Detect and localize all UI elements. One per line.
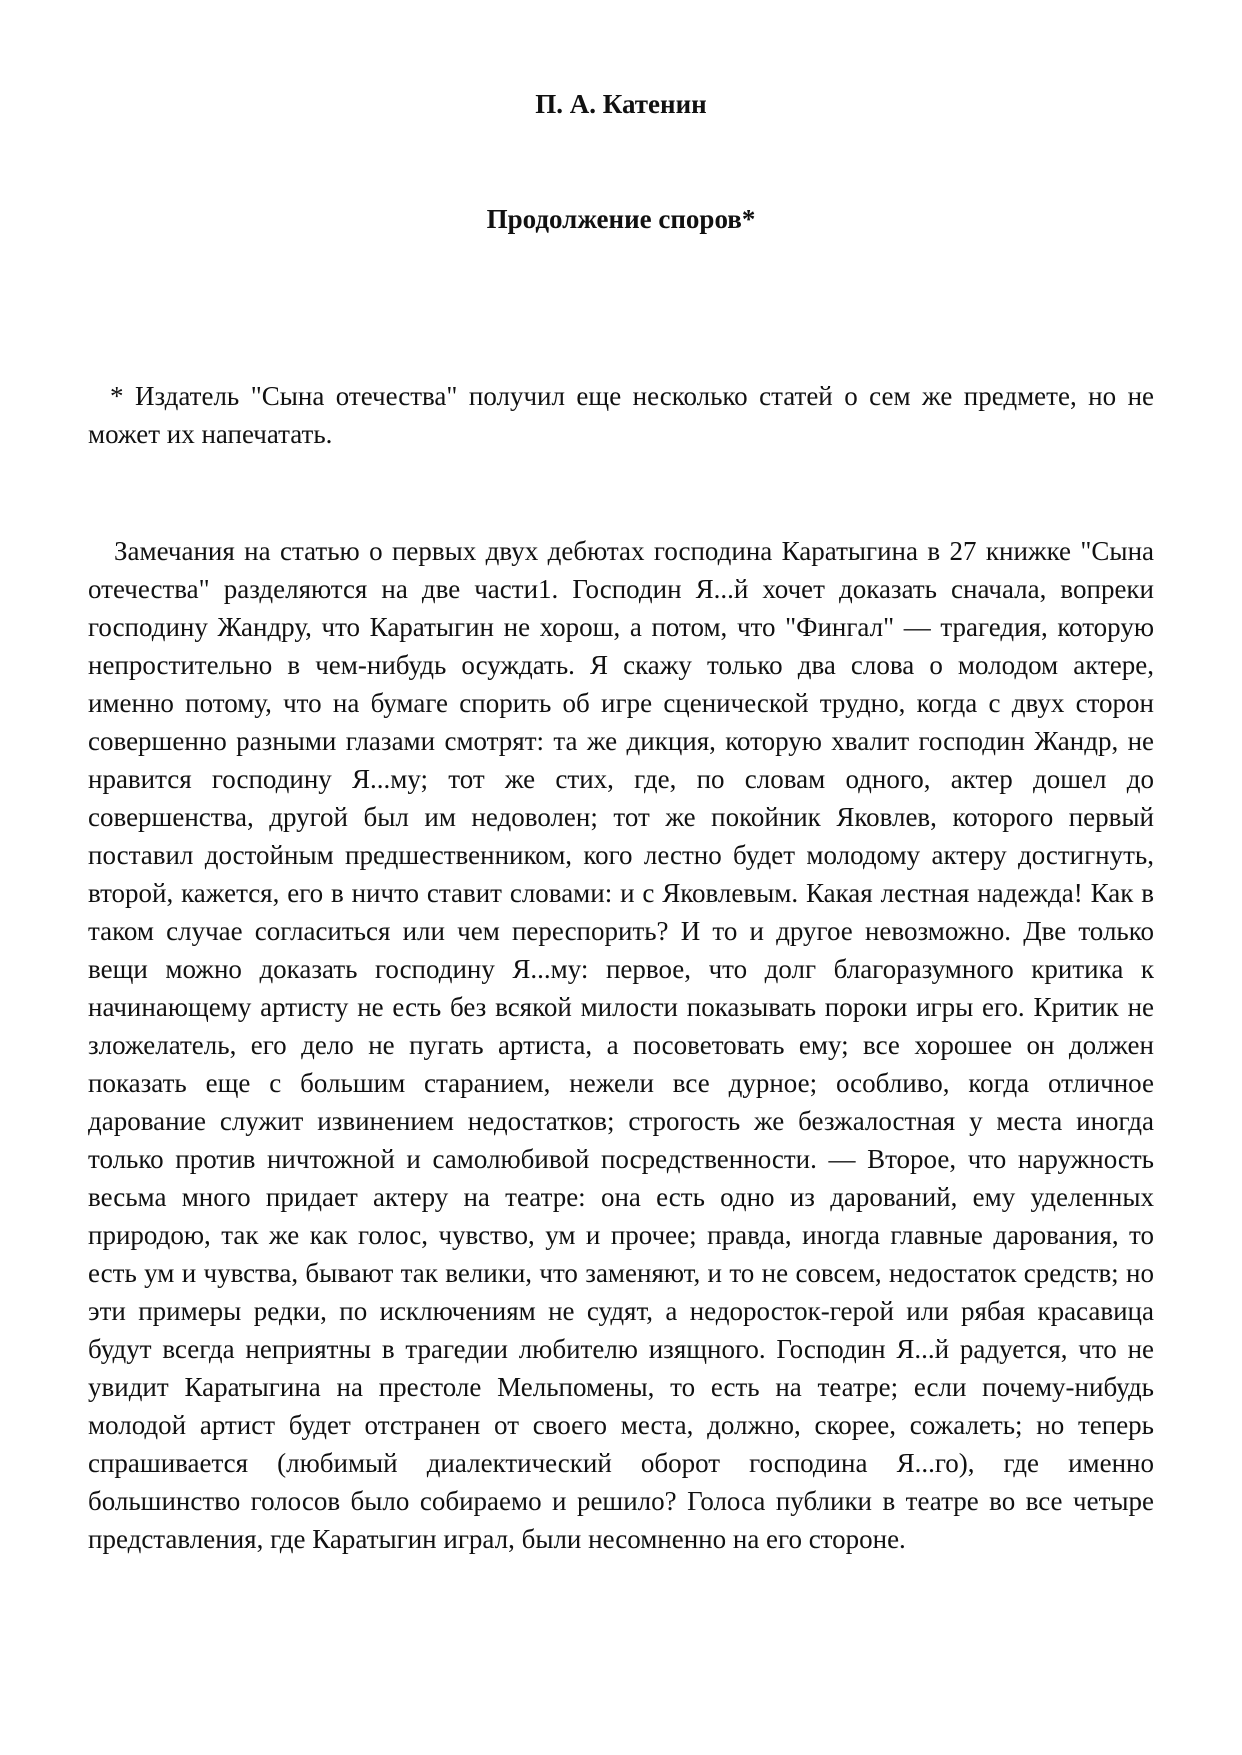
article-title: Продолжение споров*: [486, 204, 756, 234]
body-paragraph: Замечания на статью о первых двух дебютах господина Каратыгина в 27 книжке "Сына отечества" разделяются на две части1. Господин Я...й хочет доказать сначала, вопреки господину Жандру, что Каратыгин не хорош, а потом, что "Фингал" — трагедия, которую непростительно в чем-нибудь осуждать. Я скажу только два слова о молодом актере, именно потому, что на бумаге спорить об игре сценической трудно, когда с двух сторон совершенно разными глазами смотрят: та же дикция, которую хвалит господин Жандр, не нравится господину Я...му; тот же стих, где, по словам одного, актер дошел до совершенства, другой был им недоволен; тот же покойник Яковлев, которого первый поставил достойным предшественником, кого лестно будет молодому актеру достигнуть, второй, кажется, его в ничто ставит словами: и с Яковлевым. Какая лестная надежда! Как в таком случае согласиться или чем переспорить? И то и другое невозможно. Две только вещи можно доказать господину Я...му: первое, что долг благоразумного критика к начинающему артисту не есть без всякой милости показывать пороки игры его. Критик не зложелатель, его дело не пугать артиста, а посоветовать ему; все хорошее он должен показать еще с большим старанием, нежели все дурное; особливо, когда отличное дарование служит извинением недостатков; строгость же безжалостная у места иногда только против ничтожной и самолюбивой посредственности. — Второе, что наружность весьма много придает актеру на театре: она есть одно из дарований, ему уделенных природою, так же как голос, чувство, ум и прочее; правда, иногда главные дарования, то есть ум и чувства, бывают так велики, что заменяют, и то не совсем, недостаток средств; но эти примеры редки, по исключениям не судят, а недоросток-герой или рябая красавица будут всегда неприятны в трагедии любителю изящного. Господин Я...й радуется, что не увидит Каратыгина на престоле Мельпомены, то есть на театре; если почему-нибудь молодой артист будет отстранен от своего места, должно, скорее, сожалеть; но теперь спрашивается (любимый диалектический оборот господина Я...го), где именно большинство голосов было собираемо и решило? Голоса публики в театре во все четыре представления, где Каратыгин играл, были несомненно на его стороне.: [88, 536, 1154, 1554]
editor-footnote: * Издатель "Сына отечества" получил еще несколько статей о сем же предмете, но не может их напечатать.: [88, 381, 1154, 449]
author-name: П. А. Катенин: [535, 89, 707, 119]
